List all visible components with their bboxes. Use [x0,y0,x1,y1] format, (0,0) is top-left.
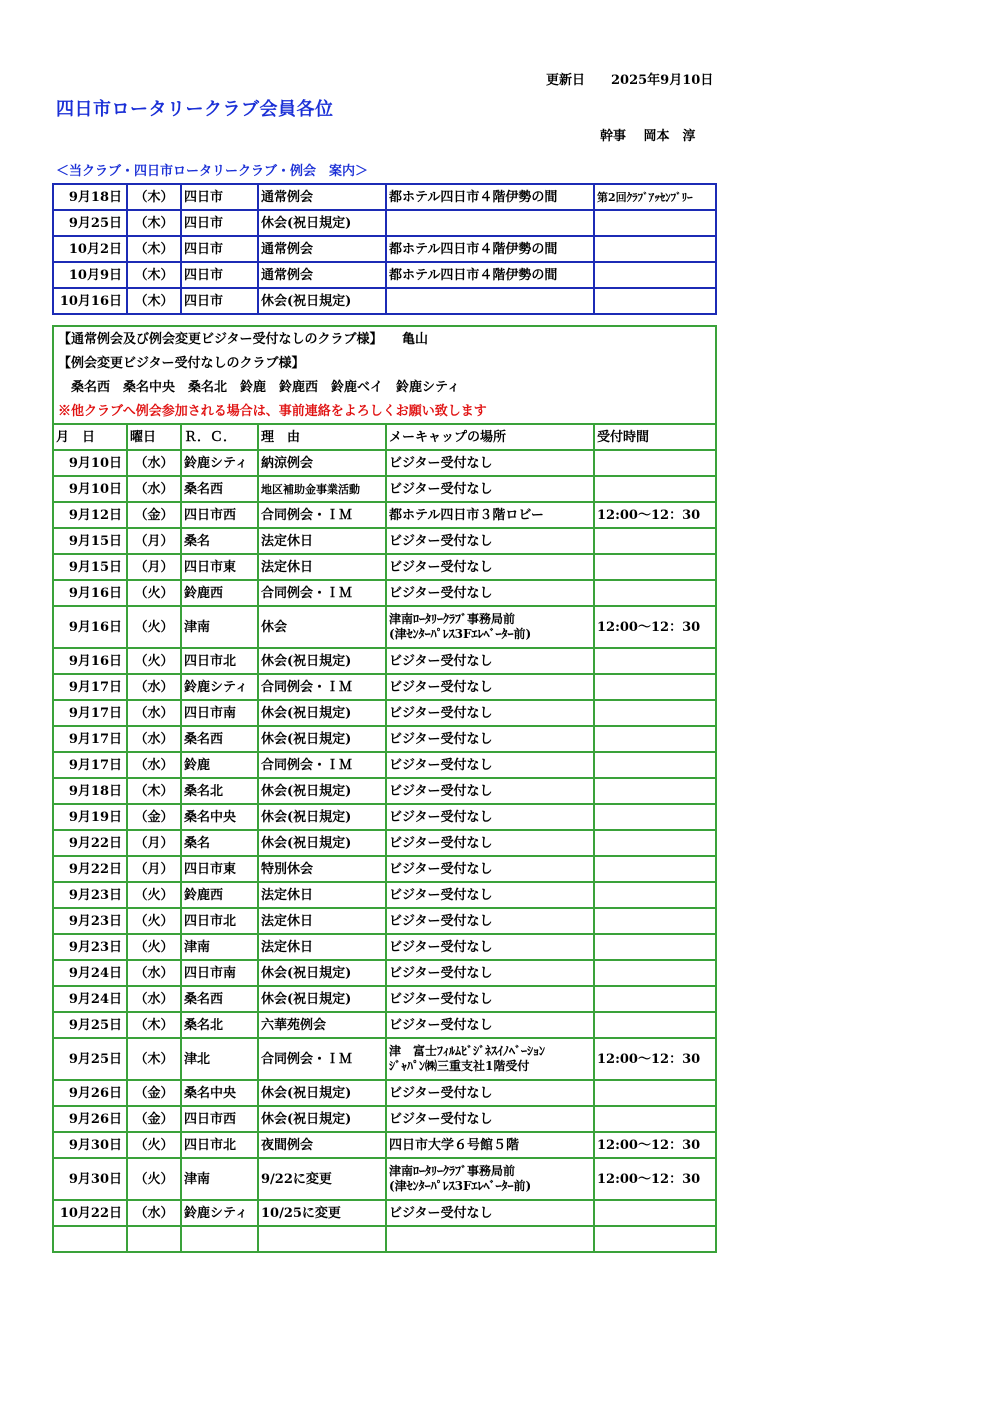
row-time [594,1012,716,1038]
meeting-date: 10月9日 [53,262,127,288]
row-time: 12:00～12：30 [594,1132,716,1158]
meeting-reason: 休会(祝日規定) [258,210,386,236]
row-reason: 休会(祝日規定) [258,1106,386,1132]
meeting-dow: （木） [127,262,181,288]
row-date: 9月23日 [53,908,127,934]
row-time [594,450,716,476]
row-club: 鈴鹿西 [181,580,258,606]
row-club: 桑名西 [181,726,258,752]
row-club: 鈴鹿シティ [181,450,258,476]
row-dow: （火） [127,648,181,674]
row-dow: （月） [127,528,181,554]
row-reason: 休会(祝日規定) [258,648,386,674]
row-date: 10月22日 [53,1200,127,1226]
header-date: 月 日 [53,424,127,450]
row-club: 津南 [181,934,258,960]
row-dow: （金） [127,1106,181,1132]
row-date: 9月24日 [53,960,127,986]
row-dow: （月） [127,856,181,882]
row-time [594,882,716,908]
table-row [53,804,716,830]
row-time [594,554,716,580]
row-club: 四日市西 [181,502,258,528]
section-title: ＜当クラブ・四日市ロータリークラブ・例会 案内＞ [56,164,369,179]
table-row [53,778,716,804]
row-club: 桑名中央 [181,1080,258,1106]
row-date: 9月15日 [53,554,127,580]
row-date: 9月22日 [53,856,127,882]
row-club: 四日市南 [181,700,258,726]
row-club: 鈴鹿 [181,752,258,778]
row-club: 桑名北 [181,778,258,804]
header-dow: 曜日 [127,424,181,450]
table-row [53,726,716,752]
meeting-club: 四日市 [181,288,258,314]
row-date: 9月10日 [53,476,127,502]
meeting-note [594,262,716,288]
table-row [53,830,716,856]
row-dow: （水） [127,752,181,778]
meeting-reason: 通常例会 [258,184,386,210]
meeting-note: 第2回ｸﾗﾌﾞｱｯｾﾝﾌﾞﾘｰ [594,184,716,210]
row-reason: 休会(祝日規定) [258,986,386,1012]
table-row [53,502,716,528]
row-dow: （火） [127,882,181,908]
row-place: ビジター受付なし [386,476,594,502]
row-dow: （火） [127,1158,181,1200]
table-row [53,700,716,726]
row-club: 四日市北 [181,1132,258,1158]
table-row [53,476,716,502]
row-dow: （火） [127,1132,181,1158]
row-time [594,580,716,606]
row-place: ビジター受付なし [386,960,594,986]
row-dow: （月） [127,554,181,580]
row-reason: 休会(祝日規定) [258,1080,386,1106]
row-date: 9月25日 [53,1038,127,1080]
row-reason: 六華苑例会 [258,1012,386,1038]
table-row [53,674,716,700]
row-time [594,528,716,554]
empty-cell [386,1226,594,1252]
row-time: 12:00～12：30 [594,502,716,528]
row-club: 津南 [181,606,258,648]
row-club: 鈴鹿シティ [181,674,258,700]
row-date: 9月25日 [53,1012,127,1038]
table-row [53,528,716,554]
table-row [53,752,716,778]
row-place: ビジター受付なし [386,1200,594,1226]
meeting-reason: 通常例会 [258,262,386,288]
table-row [53,1012,716,1038]
row-reason: 合同例会・ＩＭ [258,1038,386,1080]
row-reason: 休会(祝日規定) [258,700,386,726]
row-dow: （月） [127,830,181,856]
row-date: 9月23日 [53,934,127,960]
row-place: ビジター受付なし [386,1080,594,1106]
row-place: ビジター受付なし [386,882,594,908]
row-time [594,752,716,778]
row-place: ビジター受付なし [386,986,594,1012]
meeting-note [594,210,716,236]
row-dow: （金） [127,804,181,830]
signer: 幹事 岡本 淳 [600,129,696,144]
meeting-row [53,210,716,236]
row-time [594,856,716,882]
row-reason: 合同例会・ＩＭ [258,502,386,528]
row-time [594,830,716,856]
table-row [53,606,716,648]
meeting-row [53,288,716,314]
row-reason: 10/25に変更 [258,1200,386,1226]
row-place: ビジター受付なし [386,1012,594,1038]
table-row [53,856,716,882]
row-time [594,726,716,752]
row-reason: 休会(祝日規定) [258,830,386,856]
row-reason: 法定休日 [258,882,386,908]
row-date: 9月16日 [53,580,127,606]
row-place-line2: (津ｾﾝﾀｰﾊﾟﾚｽ3Fｴﾚﾍﾞｰﾀｰ前) [389,1179,532,1193]
makeup-table [52,325,717,1253]
table-row [53,1200,716,1226]
row-time [594,1106,716,1132]
row-reason: 法定休日 [258,908,386,934]
meeting-date: 9月18日 [53,184,127,210]
row-club: 四日市北 [181,648,258,674]
row-dow: （水） [127,960,181,986]
table-row [53,1080,716,1106]
row-dow: （木） [127,1038,181,1080]
row-date: 9月17日 [53,700,127,726]
empty-cell [53,1226,127,1252]
row-place: ビジター受付なし [386,856,594,882]
row-date: 9月23日 [53,882,127,908]
row-dow: （金） [127,1080,181,1106]
row-place-line1: 津南ﾛｰﾀﾘｰｸﾗﾌﾞ事務局前 [389,1164,516,1178]
meeting-date: 10月2日 [53,236,127,262]
row-date: 9月15日 [53,528,127,554]
row-time: 12:00～12：30 [594,1038,716,1080]
row-dow: （水） [127,1200,181,1226]
meeting-place [386,210,594,236]
table-row [53,1132,716,1158]
meeting-dow: （木） [127,288,181,314]
row-place: ビジター受付なし [386,554,594,580]
table-row [53,580,716,606]
row-place-line2: (津ｾﾝﾀｰﾊﾟﾚｽ3Fｴﾚﾍﾞｰﾀｰ前) [389,627,532,641]
row-place: ビジター受付なし [386,528,594,554]
notice-club-list: 桑名西 桑名中央 桑名北 鈴鹿 鈴鹿西 鈴鹿ベイ 鈴鹿シティ [53,375,716,399]
table-row [53,1106,716,1132]
row-time [594,960,716,986]
table-row [53,1038,716,1080]
meeting-reason: 休会(祝日規定) [258,288,386,314]
row-date: 9月12日 [53,502,127,528]
row-time [594,778,716,804]
row-reason: 法定休日 [258,528,386,554]
row-club: 四日市南 [181,960,258,986]
empty-cell [258,1226,386,1252]
row-reason: 特別休会 [258,856,386,882]
notice-no-visitor-change: 【例会変更ビジター受付なしのクラブ様】 [53,351,716,375]
row-date: 9月10日 [53,450,127,476]
row-time [594,804,716,830]
row-place-line1: 津 富士ﾌｨﾙﾑﾋﾞｼﾞﾈｽｲﾉﾍﾞｰｼｮﾝ [389,1044,546,1058]
row-time [594,648,716,674]
meeting-dow: （木） [127,210,181,236]
row-dow: （水） [127,450,181,476]
empty-row [53,1226,716,1252]
row-time [594,908,716,934]
row-reason: 休会(祝日規定) [258,778,386,804]
notice-no-visitor-all: 【通常例会及び例会変更ビジター受付なしのクラブ様】 亀山 [53,326,716,351]
meeting-note [594,288,716,314]
row-date: 9月24日 [53,986,127,1012]
table-row [53,450,716,476]
row-place: ビジター受付なし [386,752,594,778]
row-date: 9月17日 [53,752,127,778]
row-club: 桑名中央 [181,804,258,830]
row-dow: （火） [127,908,181,934]
row-club: 津北 [181,1038,258,1080]
row-dow: （水） [127,726,181,752]
meeting-row [53,184,716,210]
row-dow: （水） [127,986,181,1012]
meeting-place: 都ホテル四日市４階伊勢の間 [386,236,594,262]
row-place [386,606,594,648]
row-club: 四日市東 [181,856,258,882]
row-reason: 9/22に変更 [258,1158,386,1200]
row-place: ビジター受付なし [386,1106,594,1132]
header-place: メーキャップの場所 [386,424,594,450]
table-row [53,882,716,908]
row-place: ビジター受付なし [386,726,594,752]
empty-cell [127,1226,181,1252]
row-place: ビジター受付なし [386,778,594,804]
row-time [594,934,716,960]
row-reason: 休会(祝日規定) [258,804,386,830]
row-place: ビジター受付なし [386,934,594,960]
row-time [594,700,716,726]
row-reason: 法定休日 [258,934,386,960]
warning-text: ※他クラブへ例会参加される場合は、事前連絡をよろしくお願い致します [53,399,716,424]
row-club: 桑名西 [181,476,258,502]
header-reason: 理 由 [258,424,386,450]
row-reason: 休会(祝日規定) [258,726,386,752]
row-dow: （火） [127,606,181,648]
row-place: ビジター受付なし [386,830,594,856]
own-meetings-table [52,183,717,315]
row-date: 9月26日 [53,1080,127,1106]
updated-date: 更新日 2025年9月10日 [546,73,714,88]
row-date: 9月30日 [53,1158,127,1200]
meeting-place: 都ホテル四日市４階伊勢の間 [386,184,594,210]
table-header [53,424,716,450]
row-club: 四日市北 [181,908,258,934]
meeting-reason: 通常例会 [258,236,386,262]
row-time [594,1080,716,1106]
row-date: 9月17日 [53,674,127,700]
row-date: 9月26日 [53,1106,127,1132]
row-date: 9月22日 [53,830,127,856]
row-club: 桑名 [181,528,258,554]
row-reason: 合同例会・ＩＭ [258,674,386,700]
row-place: ビジター受付なし [386,674,594,700]
row-date: 9月18日 [53,778,127,804]
row-reason: 夜間例会 [258,1132,386,1158]
row-dow: （水） [127,476,181,502]
row-place: ビジター受付なし [386,648,594,674]
row-place: ビジター受付なし [386,700,594,726]
row-place [386,1038,594,1080]
table-row [53,960,716,986]
row-date: 9月17日 [53,726,127,752]
row-reason: 地区補助金事業活動 [258,476,386,502]
meeting-row [53,236,716,262]
row-dow: （水） [127,674,181,700]
row-time: 12:00～12：30 [594,1158,716,1200]
row-time: 12:00～12：30 [594,606,716,648]
row-dow: （金） [127,502,181,528]
header-time: 受付時間 [594,424,716,450]
meeting-club: 四日市 [181,184,258,210]
table-row [53,1158,716,1200]
table-row [53,986,716,1012]
table-row [53,934,716,960]
meeting-dow: （木） [127,184,181,210]
row-reason: 法定休日 [258,554,386,580]
row-dow: （木） [127,1012,181,1038]
row-club: 桑名北 [181,1012,258,1038]
row-dow: （水） [127,700,181,726]
row-reason: 休会 [258,606,386,648]
row-place-line2: ｼﾞｬﾊﾟﾝ㈱三重支社1階受付 [389,1059,530,1073]
table-row [53,908,716,934]
row-time [594,986,716,1012]
meeting-date: 9月25日 [53,210,127,236]
row-reason: 合同例会・ＩＭ [258,580,386,606]
row-dow: （木） [127,778,181,804]
page-title: 四日市ロータリークラブ会員各位 [56,99,334,120]
header-club: Ｒ．Ｃ． [181,424,258,450]
meeting-place: 都ホテル四日市４階伊勢の間 [386,262,594,288]
row-club: 桑名西 [181,986,258,1012]
row-place: ビジター受付なし [386,908,594,934]
row-date: 9月16日 [53,648,127,674]
row-club: 津南 [181,1158,258,1200]
row-dow: （火） [127,580,181,606]
meeting-club: 四日市 [181,236,258,262]
table-row [53,554,716,580]
row-place: 都ホテル四日市３階ロビー [386,502,594,528]
row-time [594,1200,716,1226]
meeting-club: 四日市 [181,262,258,288]
meeting-note [594,236,716,262]
row-dow: （火） [127,934,181,960]
empty-cell [181,1226,258,1252]
row-place: ビジター受付なし [386,450,594,476]
row-date: 9月19日 [53,804,127,830]
meeting-row [53,262,716,288]
row-reason: 納涼例会 [258,450,386,476]
table-row [53,648,716,674]
meeting-club: 四日市 [181,210,258,236]
row-reason: 合同例会・ＩＭ [258,752,386,778]
row-club: 四日市西 [181,1106,258,1132]
row-place: 四日市大学６号館５階 [386,1132,594,1158]
row-reason: 休会(祝日規定) [258,960,386,986]
row-time [594,476,716,502]
row-place: ビジター受付なし [386,580,594,606]
meeting-dow: （木） [127,236,181,262]
row-club: 鈴鹿西 [181,882,258,908]
empty-cell [594,1226,716,1252]
meeting-date: 10月16日 [53,288,127,314]
row-date: 9月16日 [53,606,127,648]
row-place-line1: 津南ﾛｰﾀﾘｰｸﾗﾌﾞ事務局前 [389,612,516,626]
row-place: ビジター受付なし [386,804,594,830]
row-club: 鈴鹿シティ [181,1200,258,1226]
row-date: 9月30日 [53,1132,127,1158]
row-place [386,1158,594,1200]
row-club: 桑名 [181,830,258,856]
row-time [594,674,716,700]
row-club: 四日市東 [181,554,258,580]
meeting-place [386,288,594,314]
